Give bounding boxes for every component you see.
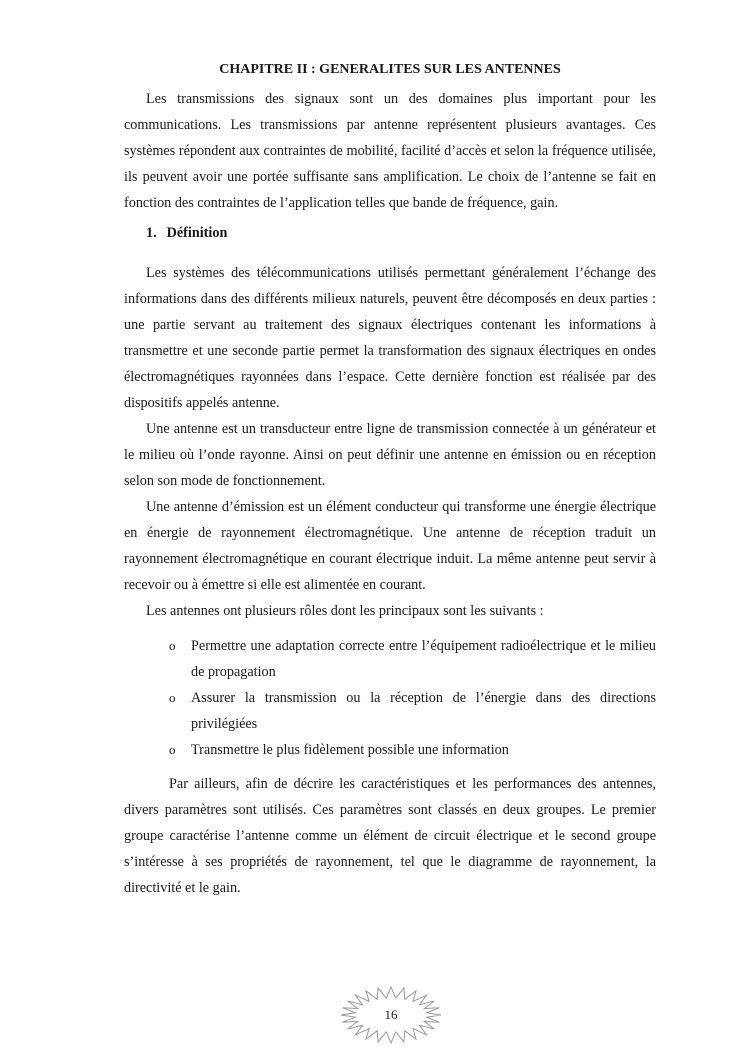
paragraph-emission: Une antenne d’émission est un élément conducteur qui transforme une énergie électrique en énergie de rayonnement électromagnétique. Une antenne de réception traduit un rayonnement électromagnétique en courant électrique induit. La même antenne peut servir à recevoir ou à émettre si elle est alimentée en courant. — [124, 499, 656, 593]
paragraph-transducer: Une antenne est un transducteur entre ligne de transmission connectée à un générateur et le milieu où l’onde rayonne. Ainsi on peut définir une antenne en émission ou en réception selon son mode de fonctionnement. — [124, 421, 656, 489]
list-item — [124, 737, 656, 763]
page-number-badge — [340, 986, 442, 1044]
section-number: 1. — [146, 225, 157, 241]
paragraph-roles: Les antennes ont plusieurs rôles dont les principaux sont les suivants : — [146, 603, 544, 619]
list-item-text: Permettre une adaptation correcte entre l’équipement radioélectrique et le milieu de propagation — [191, 638, 656, 680]
bullet-marker: o — [169, 690, 176, 705]
closing-paragraph: Par ailleurs, afin de décrire les caractéristiques et les performances des antennes, divers paramètres sont utilisés. Ces paramètres sont classés en deux groupes. Le premier groupe caractérise l’antenne comme un élément de circuit électrique et le second groupe s’intéresse à ses propriétés de rayonnement, tel que le diagramme de rayonnement, la directivité et le gain. — [124, 776, 656, 896]
bullet-marker: o — [169, 742, 176, 757]
list-item — [124, 633, 656, 685]
list-item — [124, 685, 656, 737]
bullet-marker: o — [169, 638, 176, 653]
list-item-text: Assurer la transmission ou la réception de l’énergie dans des directions privilégiées — [191, 690, 656, 732]
paragraph-systems: Les systèmes des télécommunications utilisés permettant généralement l’échange des informations dans des différents milieux naturels, peuvent être décomposés en deux parties : une partie servant au traitement des signaux électriques contenant les informations à transmettre et une seconde partie permet la transformation des signaux électriques en ondes électromagnétiques rayonnées dans l’espace. Cette dernière fonction est réalisée par des dispositifs appelés antenne. — [124, 265, 656, 411]
section-heading — [146, 220, 656, 246]
section-title: Définition — [166, 225, 228, 241]
chapter-title: CHAPITRE II : GENERALITES SUR LES ANTENNES — [219, 62, 561, 77]
page-number: 16 — [384, 1007, 398, 1022]
roles-list — [124, 633, 656, 763]
list-item-text: Transmettre le plus fidèlement possible une information — [191, 742, 509, 758]
document-page — [124, 58, 656, 901]
intro-paragraph: Les transmissions des signaux sont un des domaines plus important pour les communications. Les transmissions par antenne représentent plusieurs avantages. Ces systèmes répondent aux contraintes de mobilité, facilité d’accès et selon la fréquence utilisée, ils peuvent avoir une portée suffisante sans amplification. Le choix de l’antenne se fait en fonction des contraintes de l’application telles que bande de fréquence, gain. — [124, 91, 656, 211]
